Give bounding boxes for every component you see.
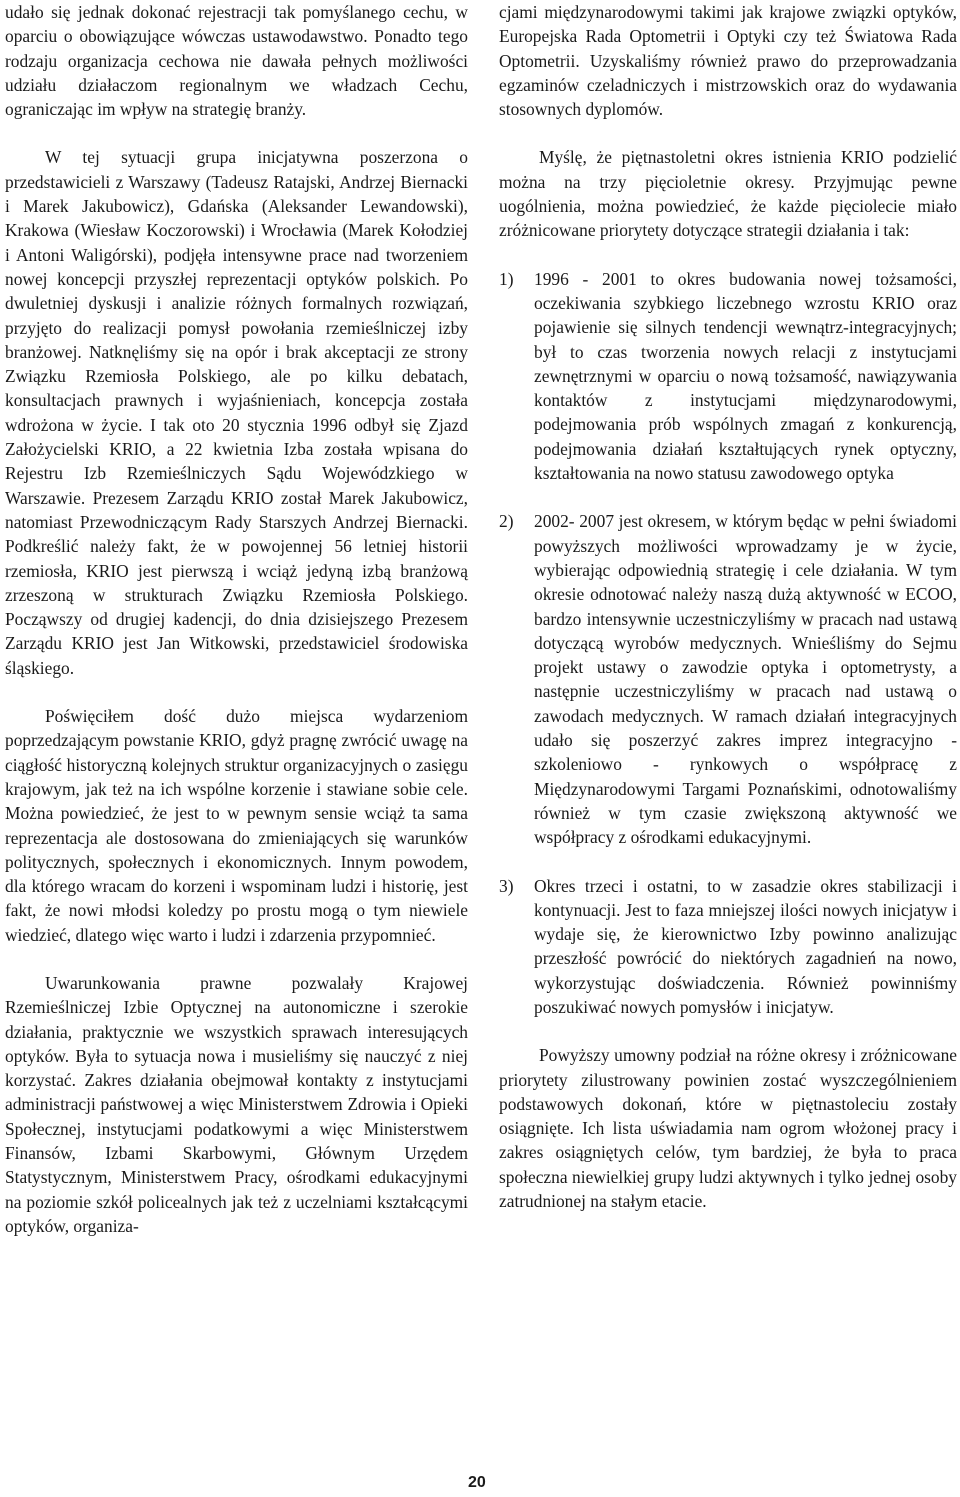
list-number: 3): [499, 875, 514, 896]
page-number: 20: [468, 1474, 486, 1491]
list-item-text: 2002- 2007 jest okresem, w którym będąc w pełni świadomi powyższych możliwości wprowadzamy je w życie, wybierając odpowiednią strategię i cele działania. W tym okresie odnotować należy naszą dużą aktywność w ECOO, bardzo intensywnie uczestniczyliśmy w pracach nad ustawą dotyczącą wyrobów medycznych. Wnieśliśmy do Sejmu projekt ustawy o zawodzie optyka i optometrysty, a następnie uczestniczyliśmy w pracach nad ustawą o zawodach medycznych. W ramach działań integracyjnych udało się poszerzyć zakres imprez integracyjno - szkoleniowo - rynkowych o współpracę z Międzynarodowymi Targami Poznańskimi, odnotowaliśmy również w tym czasie zwiększoną aktywność we współpracy z ośrodkami edukacyjnymi.: [534, 511, 957, 848]
list-item: [499, 509, 957, 849]
list-number: 2): [499, 511, 514, 532]
list-item-text: 1996 - 2001 to okres budowania nowej tożsamości, oczekiwania szybkiego liczebnego wzrostu KRIO oraz pojawienie się silnych tendencji wewnątrz-integracyjnych; był to czas tworzenia nowych relacji z instytucjami zewnętrznymi w oparciu o nową tożsamość, nawiązywania kontaktów z instytucjami międzynarodowymi, podejmowania prób wspólnych zmagań z konkurencją, podejmowania działań kształtujących rynek optyczny, kształtowania na nowo statusu zawodowego optyka: [534, 268, 957, 484]
paragraph: Uwarunkowania prawne pozwalały Krajowej Rzemieślniczej Izbie Optycznej na autonomiczne i szerokie działania, praktycznie we wszystkich sprawach interesujących optyków. Była to sytuacja nowa i musieliśmy się nauczyć z niej korzystać. Zakres działania obejmował kontakty z instytucjami administracji państwowej a więc Ministerstwem Zdrowia i Opieki Społecznej, instytucjami podatkowymi a więc Ministerstwem Finansów, Izbami Skarbowymi, Głównym Urzędem Statystycznym, Ministerstwem Pracy, ośrodkami edukacyjnymi na poziomie szkół policealnych jak też z uczelniami kształcącymi optyków, organiza-: [5, 972, 468, 1236]
paragraph: Powyższy umowny podział na różne okresy i zróżnicowane priorytety zilustrowany powinien zostać wyszczególnieniem podstawowych dokonań, które w piętnastoleciu zostały osiągnięte. Ich lista uświadamia nam ogrom włożonej pracy i zakres osiągniętych celów, tym bardziej, że była to praca społeczna niewielkiej grupy ludzi aktywnych i tylko jednej osoby zatrudnionej na stałym etacie.: [499, 1045, 957, 1212]
right-column: [499, 0, 957, 1213]
left-column: [5, 0, 468, 1238]
paragraph: W tej sytuacji grupa inicjatywna poszerzona o przedstawicieli z Warszawy (Tadeusz Ratajski, Andrzej Biernacki i Marek Jakubowicz), Gdańska (Aleksander Lewandowski), Krakowa (Wiesław Koczorowski) i Wrocławia (Marek Kołodziej i Antoni Waligórski), podjęła intensywne prace nad tworzeniem nowej koncepcji przyszłej reprezentacji optyków polskich. Po dwuletniej dyskusji i analizie różnych formalnych rozwiązań, przyjęto do realizacji pomysł powołania rzemieślniczej izby branżowej. Natknęliśmy się na opór i brak akceptacji ze strony Związku Rzemiosła Polskiego, ale po kilku debatach, konsultacjach prawnych i wyjaśnieniach, koncepcja została wdrożona w życie. I tak oto 20 stycznia 1996 odbył się Zjazd Założycielski KRIO, a 22 kwietnia Izba została wpisana do Rejestru Izb Rzemieślniczych Sądu Wojewódzkiego w Warszawie. Prezesem Zarządu KRIO został Marek Jakubowicz, natomiast Przewodniczącym Rady Starszych Andrzej Biernacki. Podkreślić należy fakt, że w powojennej 56 letniej historii rzemiosła, KRIO jest pierwszą i wciąż jedyną izbą branżową zrzeszoną w strukturach Związku Rzemiosła Polskiego. Począwszy od drugiej kadencji, do dnia dzisiejszego Prezesem Zarządu KRIO jest Jan Witkowski, przedstawiciel środowiska śląskiego.: [5, 147, 468, 678]
paragraph: Poświęciłem dość dużo miejsca wydarzeniom poprzedzającym powstanie KRIO, gdyż pragnę zwrócić uwagę na ciągłość historyczną kolejnych struktur organizacyjnych o zasięgu krajowym, jak też na ich wspólne korzenie i stawiane sobie cele. Można powiedzieć, że jest to w pewnym sensie wciąż ta sama reprezentacja ale dostosowana do zmieniających się warunków politycznych, społecznych i ekonomicznych. Innym powodem, dla którego wracam do korzeni i wspominam ludzi i historię, jest fakt, że nowi młodsi koledzy po prostu mogą o tym niewiele wiedzieć, dlatego więc warto i ludzi i zdarzenia przypomnieć.: [5, 706, 468, 945]
paragraph: Myślę, że piętnastoletni okres istnienia KRIO podzielić można na trzy pięcioletnie okresy. Przyjmując pewne uogólnienia, można powiedzieć, że każde pięciolecie miało zróżnicowane priorytety dotyczące strategii działania i tak:: [499, 147, 957, 241]
paragraph: udało się jednak dokonać rejestracji tak pomyślanego cechu, w oparciu o obowiązujące wówczas ustawodawstwo. Ponadto tego rodzaju organizacja cechowa nie dawała pełnych możliwości udziału działaczom regionalnym we władzach Cechu, ograniczając im wpływ na strategię branży.: [5, 2, 468, 120]
list-item: [499, 267, 957, 486]
list-number: 1): [499, 268, 514, 289]
list-item-text: Okres trzeci i ostatni, to w zasadzie okres stabilizacji i kontynuacji. Jest to faza mniejszej ilości nowych inicjatyw i wydaje się, że kierownictwo Izby powinno analizując przeszłość powrócić do niektórych zagadnień na nowo, wykorzystując doświadczenia. Również powinniśmy poszukiwać nowych pomysłów i inicjatyw.: [534, 875, 957, 1017]
list-item: [499, 874, 957, 1020]
paragraph: cjami międzynarodowymi takimi jak krajowe związki optyków, Europejska Rada Optometrii i Optyki czy też Światowa Rada Optometrii. Uzyskaliśmy również prawo do przeprowadzania egzaminów czeladniczych i mistrzowskich oraz do wydawania stosownych dyplomów.: [499, 2, 957, 120]
